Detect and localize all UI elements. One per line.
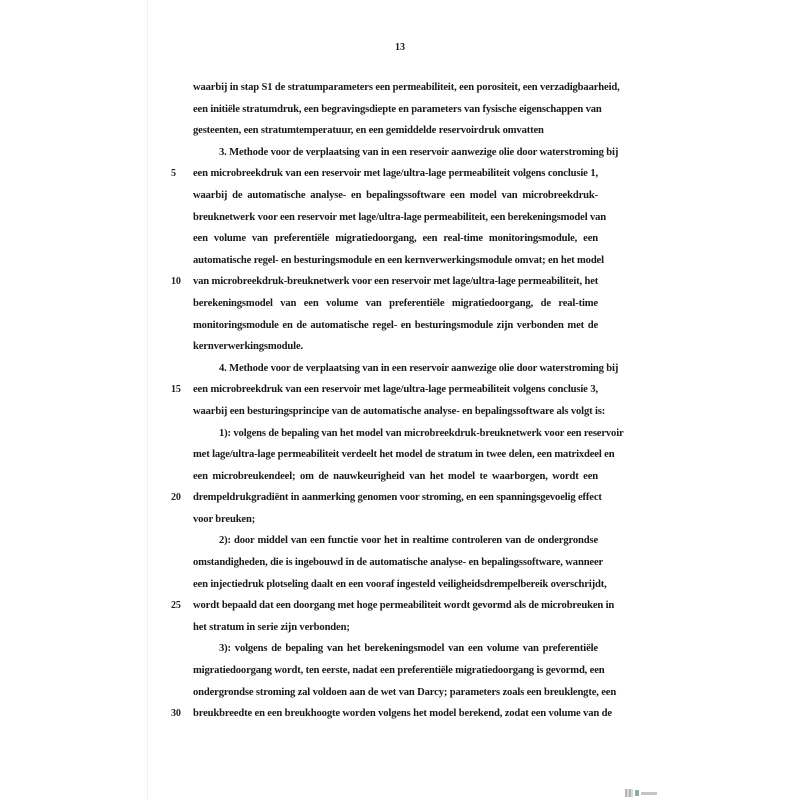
line-text: 1): volgens de bepaling van het model van microbreekdruk-breuknetwerk voor een reservoir — [219, 427, 624, 439]
qr-code-icon — [625, 789, 633, 797]
line-text: kernverwerkingsmodule. — [193, 341, 303, 353]
text-line — [193, 142, 619, 164]
line-text: 2): door middel van een functie voor het in realtime controleren van de ondergrondse — [219, 535, 598, 547]
line-number: 15 — [171, 384, 181, 396]
line-number: 30 — [171, 708, 181, 720]
line-text: migratiedoorgang wordt, ten eerste, nadat een preferentiële migratiedoorgang is gevormd, een — [193, 665, 605, 677]
line-text: wordt bepaald dat een doorgang met hoge permeabiliteit wordt gevormd als de microbreuken in — [193, 600, 615, 612]
text-line — [193, 336, 598, 358]
text-line — [171, 271, 599, 293]
line-text: berekeningsmodel van een volume van preferentiële migratiedoorgang, de real-time — [193, 297, 598, 309]
line-text: voor breuken; — [193, 513, 256, 525]
text-line — [193, 315, 598, 337]
text-line — [193, 358, 619, 380]
text-line — [193, 682, 617, 704]
line-text: breukbreedte en een breukhoogte worden volgens het model berekend, zodat een volume van de — [193, 708, 612, 720]
text-line — [193, 120, 598, 142]
text-line — [193, 552, 604, 574]
line-text: een microbreukendeel; om de nauwkeurigheid van het model te waarborgen, wordt een — [193, 470, 598, 482]
logo-icon — [635, 790, 639, 796]
text-line — [193, 509, 598, 531]
line-text: gesteenten, een stratumtemperatuur, en een gemiddelde reservoirdruk omvatten — [193, 125, 544, 137]
line-text: een initiële stratumdruk, een begravingsdiepte en parameters van fysische eigenschappen van — [193, 103, 602, 115]
line-text: met lage/ultra-lage permeabiliteit verdeelt het model de stratum in twee delen, een matrixdeel en — [193, 449, 615, 461]
text-line — [193, 293, 598, 315]
text-line — [193, 466, 598, 488]
line-text: breuknetwerk voor een reservoir met lage/ultra-lage permeabiliteit, een berekeningsmodel van — [193, 211, 607, 223]
line-number: 5 — [171, 168, 176, 180]
line-text: van microbreekdruk-breuknetwerk voor een reservoir met lage/ultra-lage permeabiliteit, het — [193, 276, 599, 288]
document-body — [171, 77, 624, 725]
text-line — [171, 703, 612, 725]
watermark — [625, 789, 657, 797]
line-text: waarbij in stap S1 de stratumparameters een permeabiliteit, een porositeit, een verzadigbaarheid, — [193, 82, 620, 93]
line-text: 4. Methode voor de verplaatsing van in een reservoir aanwezige olie door waterstroming bij — [219, 362, 619, 374]
line-text: omstandigheden, die is ingebouwd in de automatische analyse- en bepalingssoftware, wanneer — [193, 557, 604, 569]
text-line — [171, 487, 602, 509]
line-text: waarbij de automatische analyse- en bepalingssoftware een model van microbreekdruk- — [193, 189, 598, 201]
watermark-text — [641, 792, 657, 795]
text-line — [171, 595, 615, 617]
text-line — [193, 228, 598, 250]
line-text: 3. Methode voor de verplaatsing van in een reservoir aanwezige olie door waterstroming bij — [219, 146, 619, 158]
text-line — [193, 444, 615, 466]
line-number: 20 — [171, 492, 181, 504]
line-text: automatische regel- en besturingsmodule en een kernverwerkingsmodule omvat; en het model — [193, 254, 604, 266]
line-text: een microbreekdruk van een reservoir met lage/ultra-lage permeabiliteit volgens conclusie 3, — [193, 384, 598, 396]
text-line — [193, 574, 607, 596]
text-line — [193, 617, 598, 639]
line-text: een microbreekdruk van een reservoir met lage/ultra-lage permeabiliteit volgens conclusie 1, — [193, 168, 598, 180]
text-line — [193, 185, 598, 207]
text-line — [171, 163, 598, 185]
line-text: 3): volgens de bepaling van het berekeningsmodel van een volume van preferentiële — [219, 643, 598, 655]
text-line — [193, 638, 598, 660]
text-line — [193, 660, 605, 682]
line-text: monitoringsmodule en de automatische regel- en besturingsmodule zijn verbonden met de — [193, 319, 598, 331]
text-line — [193, 401, 606, 423]
line-number: 25 — [171, 600, 181, 612]
line-text: een volume van preferentiële migratiedoorgang, een real-time monitoringsmodule, een — [193, 233, 598, 245]
text-line — [193, 423, 624, 445]
text-line — [193, 77, 620, 99]
line-text: waarbij een besturingsprincipe van de automatische analyse- en bepalingssoftware als volgt is: — [193, 405, 606, 417]
text-line — [171, 379, 598, 401]
text-line — [193, 99, 602, 121]
line-text: een injectiedruk plotseling daalt en een vooraf ingesteld veiligheidsdrempelbereik overschrijdt, — [193, 578, 607, 590]
line-number: 10 — [171, 276, 181, 288]
text-line — [193, 530, 598, 552]
line-text: het stratum in serie zijn verbonden; — [193, 621, 350, 633]
text-line — [193, 250, 604, 272]
line-text: ondergrondse stroming zal voldoen aan de wet van Darcy; parameters zoals een breuklengte, een — [193, 686, 617, 698]
page-number: 13 — [395, 42, 405, 53]
text-line — [193, 207, 607, 229]
page-edge — [147, 0, 148, 800]
line-text: drempeldrukgradiënt in aanmerking genomen voor stroming, en een spanningsgevoelig effect — [193, 492, 602, 504]
